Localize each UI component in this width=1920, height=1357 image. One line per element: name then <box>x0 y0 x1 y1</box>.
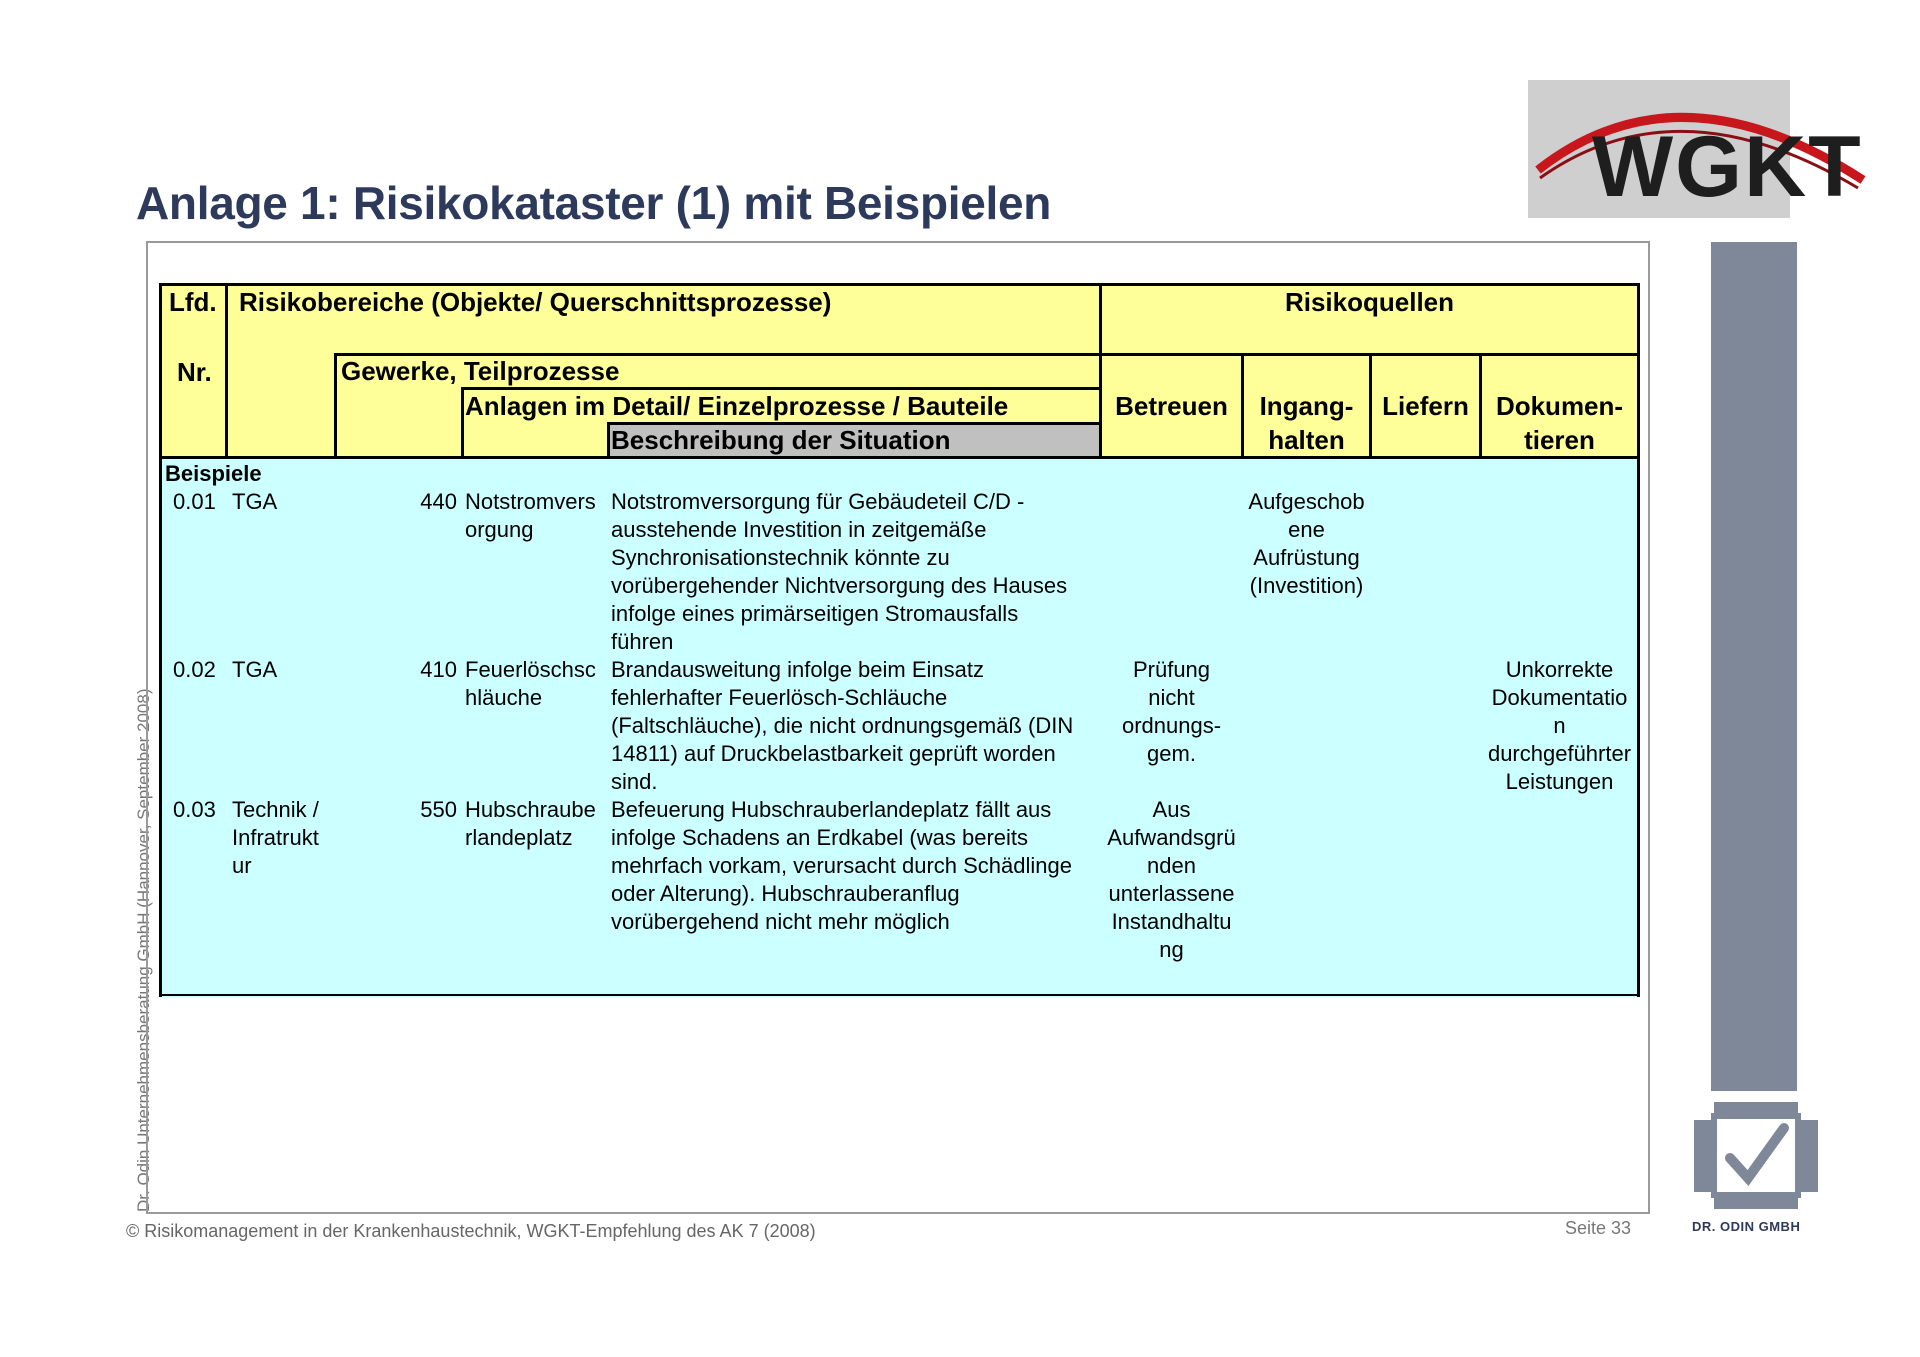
row-code: 440 <box>420 489 457 514</box>
row-beschreibung: Synchronisationstechnik könnte zu <box>611 545 950 570</box>
wgkt-logo <box>1528 80 1868 218</box>
row-beschreibung: führen <box>611 629 674 654</box>
header-ingang-line1: Ingang- <box>1259 391 1354 421</box>
row-anlage: orgung <box>465 517 534 542</box>
row-code: 550 <box>420 797 457 822</box>
header-dokumentieren-line1: Dokumen- <box>1495 391 1624 421</box>
company-label: DR. ODIN GMBH <box>1692 1219 1801 1234</box>
row-anlage: Notstromvers <box>465 489 596 514</box>
col-rule-nr <box>225 283 228 458</box>
header-ingang-line2: halten <box>1268 425 1345 455</box>
row-betreuen: Prüfung <box>1132 657 1211 682</box>
border-left <box>159 283 162 997</box>
header-nr: Nr. <box>177 357 212 387</box>
row-beschreibung: Brandausweitung infolge beim Einsatz <box>611 657 985 682</box>
page-title: Anlage 1: Risikokataster (1) mit Beispielen <box>136 177 1052 229</box>
row-anlage: Hubschraube <box>465 797 596 822</box>
row-nr: 0.01 <box>173 489 216 514</box>
row-dokumentieren: Unkorrekte <box>1505 657 1614 682</box>
row-gewerk: Infratrukt <box>232 825 319 850</box>
row-beschreibung: Notstromversorgung für Gebäudeteil C/D - <box>611 489 1025 514</box>
row-betreuen: Aufwandsgrü <box>1107 825 1236 850</box>
row-ingang: Aufgeschob <box>1248 489 1365 514</box>
row-beschreibung: vorübergehend nicht mehr möglich <box>611 909 950 934</box>
row-betreuen: nicht <box>1148 685 1195 710</box>
header-lfd: Lfd. <box>169 287 217 317</box>
row-beschreibung: infolge eines primärseitigen Stromausfalls <box>611 601 1019 626</box>
row-dokumentieren: Dokumentatio <box>1491 685 1628 710</box>
section-label: Beispiele <box>165 461 262 486</box>
row-beschreibung: 14811) auf Druckbelastbarkeit geprüft worden <box>611 741 1056 766</box>
row-gewerk: ur <box>232 853 252 878</box>
row-beschreibung: fehlerhafter Feuerlösch-Schläuche <box>611 685 948 710</box>
risk-register-table <box>159 283 1640 997</box>
row-beschreibung: Befeuerung Hubschrauberlandeplatz fällt aus <box>611 797 1052 822</box>
header-anlagen: Anlagen im Detail/ Einzelprozesse / Bauteile <box>465 391 1009 421</box>
row-beschreibung: mehrfach vorkam, verursacht durch Schädlinge <box>611 853 1072 878</box>
col-rule-gewerke <box>334 353 337 458</box>
row-anlage: rlandeplatz <box>465 825 573 850</box>
border-bottom <box>159 994 1640 996</box>
checkmark-logo-icon <box>1694 1102 1818 1209</box>
header-dokumentieren-line2: tieren <box>1524 425 1595 455</box>
col-rule-beschreibung <box>607 423 610 458</box>
row-betreuen: ng <box>1159 937 1184 962</box>
col-rule-anlagen <box>461 387 464 458</box>
row-betreuen: nden <box>1147 853 1196 878</box>
header-risikobereiche: Risikobereiche (Objekte/ Querschnittsprozesse) <box>239 287 832 317</box>
row-beschreibung: ausstehende Investition in zeitgemäße <box>611 517 987 542</box>
row-anlage: Feuerlöschsc <box>465 657 596 682</box>
row-ingang: (Investition) <box>1249 573 1364 598</box>
header-risikoquellen: Risikoquellen <box>1284 287 1455 317</box>
logo-text: WGKT <box>1592 119 1863 215</box>
row-gewerk: Technik / <box>232 797 319 822</box>
header-liefern: Liefern <box>1382 391 1469 421</box>
row-nr: 0.03 <box>173 797 216 822</box>
row-dokumentieren: Leistungen <box>1505 769 1614 794</box>
row-betreuen: Instandhaltu <box>1111 909 1232 934</box>
row-beschreibung: sind. <box>611 769 658 794</box>
header-gewerke: Gewerke, Teilprozesse <box>341 356 620 386</box>
row-anlage: hläuche <box>465 685 543 710</box>
row-betreuen: ordnungs- <box>1121 713 1222 738</box>
row-ingang: ene <box>1288 517 1325 542</box>
row-betreuen: Aus <box>1152 797 1191 822</box>
header-beschreibung: Beschreibung der Situation <box>611 425 951 455</box>
row-code: 410 <box>420 657 457 682</box>
row-nr: 0.02 <box>173 657 216 682</box>
row-betreuen: gem. <box>1147 741 1196 766</box>
row-gewerk: TGA <box>232 489 278 514</box>
row-dokumentieren: n <box>1553 713 1566 738</box>
row-beschreibung: vorübergehender Nichtversorgung des Hauses <box>611 573 1068 598</box>
row-ingang: Aufrüstung <box>1253 545 1360 570</box>
border-right <box>1637 283 1640 997</box>
footer-copyright: © Risikomanagement in der Krankenhaustechnik, WGKT-Empfehlung des AK 7 (2008) <box>126 1221 816 1241</box>
row-gewerk: TGA <box>232 657 278 682</box>
sidebar-bar <box>1711 242 1797 1091</box>
row-beschreibung: infolge Schadens an Erdkabel (was bereits <box>611 825 1029 850</box>
side-copyright-note: Dr. Odin Unternehmensberatung GmbH (Hannover, September 2008) <box>134 688 153 1212</box>
row-betreuen: unterlassene <box>1108 881 1235 906</box>
row-beschreibung: oder Alterung). Hubschrauberanflug <box>611 881 960 906</box>
row-beschreibung: (Faltschläuche), die nicht ordnungsgemäß (DIN <box>611 713 1074 738</box>
header-betreuen: Betreuen <box>1115 391 1228 421</box>
page-number: Seite 33 <box>1565 1218 1632 1238</box>
row-dokumentieren: durchgeführter <box>1487 741 1632 766</box>
